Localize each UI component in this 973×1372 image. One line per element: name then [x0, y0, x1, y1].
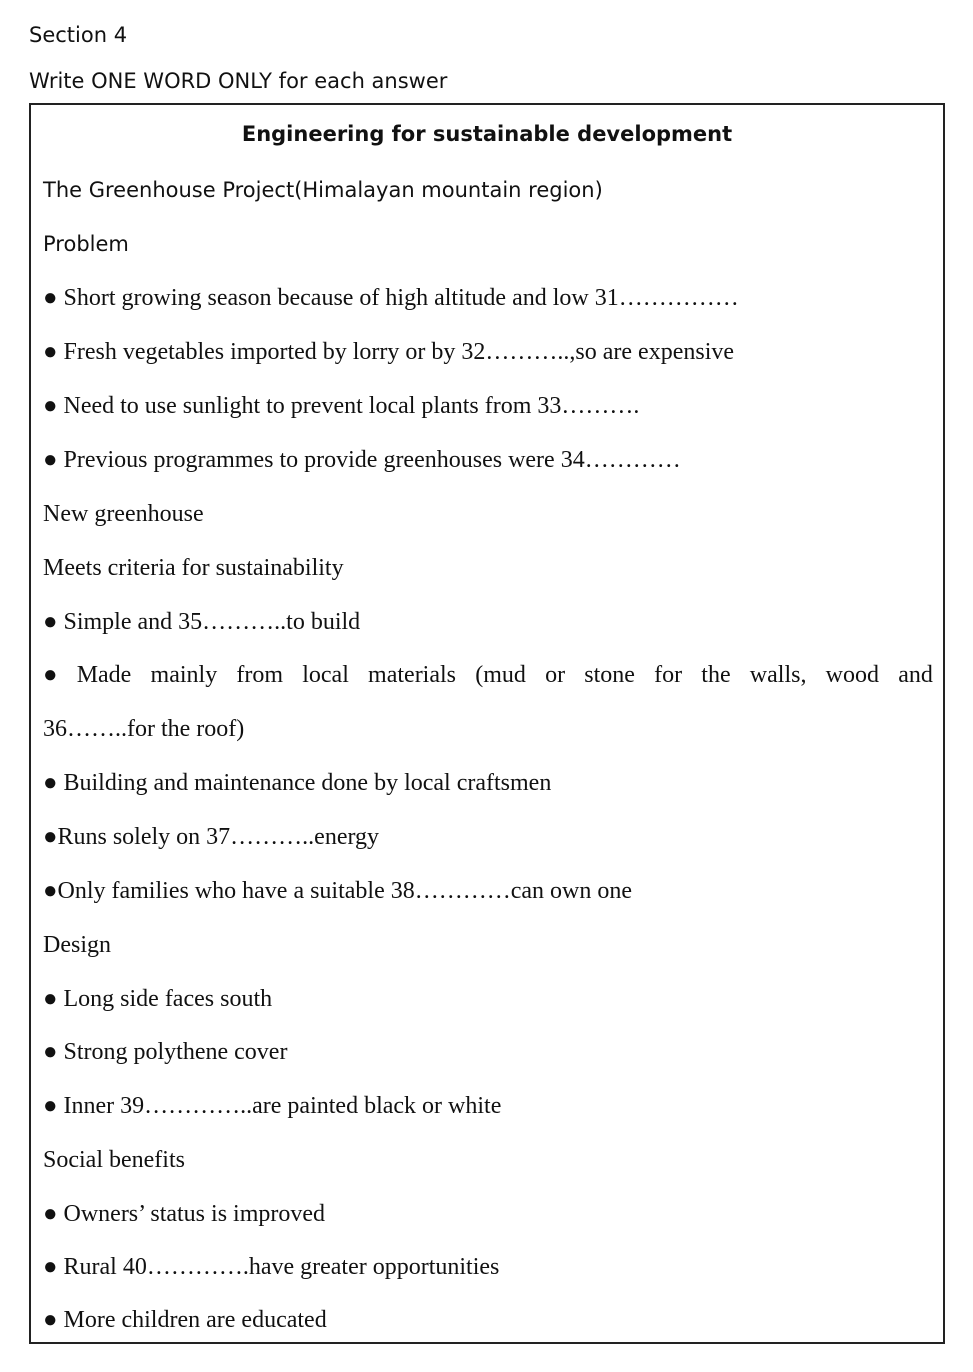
social-benefits-heading: Social benefits	[43, 1147, 185, 1173]
q36-word: stone	[584, 662, 635, 688]
q36-word: materials	[368, 662, 457, 688]
q36-word: or	[545, 662, 566, 688]
q36-word: from	[236, 662, 284, 688]
q36-word: wood	[825, 662, 879, 688]
social-item-education: ● More children are educated	[43, 1307, 327, 1333]
q36-word: the	[701, 662, 731, 688]
q36-word: mainly	[150, 662, 218, 688]
question-39: ● Inner 39…………..are painted black or white	[43, 1093, 502, 1119]
q36-word: and	[898, 662, 933, 688]
q36-word: ●	[43, 662, 58, 688]
project-line: The Greenhouse Project(Himalayan mountain region)	[43, 178, 603, 202]
q36-word: Made	[76, 662, 132, 688]
question-34: ● Previous programmes to provide greenhouses were 34…………	[43, 447, 681, 473]
q36-word: (mud	[475, 662, 526, 688]
q36-word: walls,	[749, 662, 807, 688]
question-40: ● Rural 40………….have greater opportunities	[43, 1254, 500, 1280]
question-35: ● Simple and 35………..to build	[43, 609, 361, 635]
new-greenhouse-heading: New greenhouse	[43, 501, 204, 527]
criteria-heading: Meets criteria for sustainability	[43, 555, 344, 581]
design-item-cover: ● Strong polythene cover	[43, 1039, 288, 1065]
section-heading: Section 4	[29, 23, 128, 47]
social-item-status: ● Owners’ status is improved	[43, 1201, 326, 1227]
question-37: ●Runs solely on 37………..energy	[43, 824, 380, 850]
question-36-continuation: 36……..for the roof)	[43, 716, 245, 742]
q36-word: for	[654, 662, 683, 688]
q36-word: local	[302, 662, 349, 688]
problem-heading: Problem	[43, 232, 129, 256]
question-38: ●Only families who have a suitable 38…………can own one	[43, 878, 633, 904]
box-title: Engineering for sustainable development	[241, 122, 733, 146]
notes-box	[29, 103, 945, 1344]
question-32: ● Fresh vegetables imported by lorry or by 32………..,so are expensive	[43, 339, 735, 365]
craftsmen-line: ● Building and maintenance done by local craftsmen	[43, 770, 552, 796]
question-33: ● Need to use sunlight to prevent local plants from 33……….	[43, 393, 640, 419]
question-31: ● Short growing season because of high altitude and low 31……………	[43, 285, 739, 311]
design-item-south: ● Long side faces south	[43, 986, 273, 1012]
question-36-line	[43, 660, 933, 690]
design-heading: Design	[43, 932, 111, 958]
instruction-text: Write ONE WORD ONLY for each answer	[29, 69, 448, 93]
